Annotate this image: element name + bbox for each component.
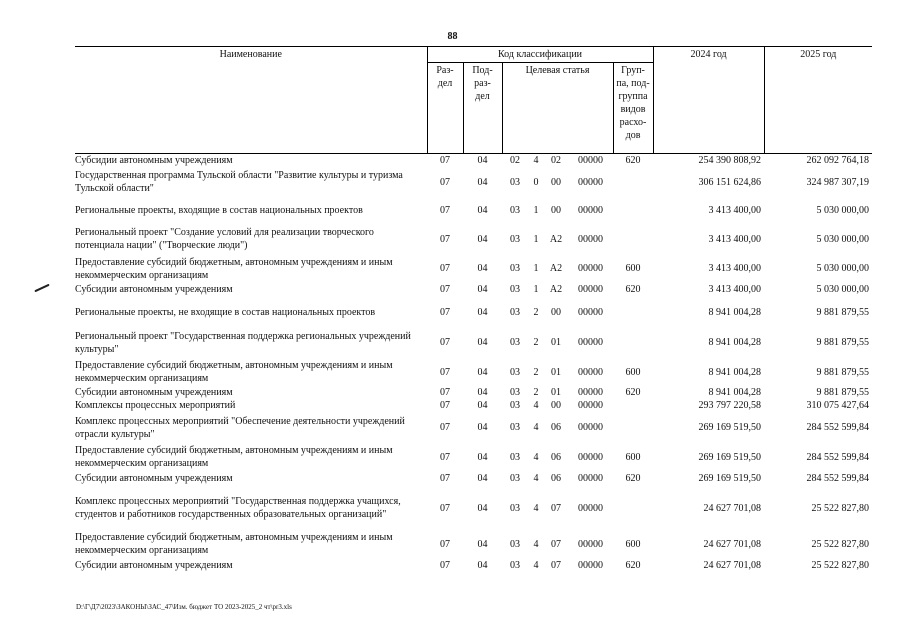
row-podrazdel: 04	[477, 284, 488, 295]
row-expense-group	[613, 412, 653, 443]
row-target-type: 4	[533, 451, 539, 463]
row-target-program: 03	[510, 284, 520, 295]
row-target-subtype: 00	[551, 204, 561, 216]
row-target-type: 1	[533, 284, 539, 295]
row-name: Комплекс процессных мероприятий "Обеспечение деятельности учреждений отрасли культуры"	[75, 415, 405, 440]
row-target-type: 1	[533, 263, 539, 274]
row-target-code: 00000	[578, 233, 603, 245]
row-target-program: 03	[510, 366, 520, 378]
row-target-subtype: A2	[549, 263, 563, 274]
row-target-subtype: 07	[551, 502, 561, 514]
row-value-2025: 9 881 879,55	[816, 366, 870, 378]
row-value-2024: 8 941 004,28	[708, 306, 762, 318]
row-expense-group	[613, 167, 653, 197]
table-row	[75, 486, 872, 530]
pen-mark	[34, 284, 49, 293]
row-value-2025: 9 881 879,55	[816, 337, 870, 348]
row-target-program: 03	[510, 502, 520, 514]
row-razdel: 07	[440, 502, 450, 514]
row-target-program: 03	[510, 204, 520, 216]
row-value-2025: 284 552 599,84	[806, 422, 870, 433]
header-razdel: Раз- дел	[427, 63, 463, 154]
row-value-2025: 310 075 427,64	[806, 400, 870, 411]
row-target-type: 1	[533, 233, 539, 245]
row-target-type: 2	[533, 366, 539, 378]
row-razdel: 07	[440, 306, 450, 318]
table-row	[75, 412, 872, 443]
row-target-subtype: 07	[551, 560, 561, 571]
table-row	[75, 167, 872, 197]
header-2024: 2024 год	[653, 47, 764, 154]
row-target-subtype: 00	[551, 306, 561, 318]
row-razdel: 07	[440, 451, 450, 463]
row-value-2025: 284 552 599,84	[806, 473, 870, 484]
row-podrazdel: 04	[477, 502, 488, 514]
row-value-2024: 3 413 400,00	[708, 284, 762, 295]
row-target-type: 4	[533, 422, 539, 433]
row-target-program: 03	[510, 422, 520, 433]
row-value-2024: 306 151 624,86	[698, 176, 762, 188]
header-classification: Код классификации	[427, 47, 653, 63]
row-expense-group: 620	[625, 560, 641, 571]
header-2025: 2025 год	[764, 47, 872, 154]
row-name: Комплексы процессных мероприятий	[75, 400, 236, 411]
row-expense-group: 600	[625, 538, 641, 550]
header-podrazdel: Под- раз- дел	[463, 63, 502, 154]
table-row	[75, 471, 872, 486]
row-expense-group	[613, 486, 653, 530]
header-target: Целевая статья	[502, 63, 613, 154]
row-value-2024: 8 941 004,28	[708, 337, 762, 348]
row-podrazdel: 04	[477, 473, 488, 484]
row-target-code: 00000	[578, 451, 603, 463]
row-name: Предоставление субсидий бюджетным, автономным учреждениям и иным некоммерческим организациям	[75, 445, 393, 469]
row-value-2025: 25 522 827,80	[811, 502, 870, 514]
row-target-code: 00000	[578, 387, 603, 398]
row-target-code: 00000	[578, 538, 603, 550]
row-target-program: 03	[510, 538, 520, 550]
row-target-code: 00000	[578, 176, 603, 188]
row-target-code: 00000	[578, 473, 603, 484]
row-value-2024: 8 941 004,28	[708, 366, 762, 378]
table-row	[75, 399, 872, 412]
row-target-code: 00000	[578, 366, 603, 378]
row-value-2025: 5 030 000,00	[816, 284, 870, 295]
row-name: Региональные проекты, не входящие в состав национальных проектов	[75, 306, 376, 318]
row-target-type: 2	[533, 337, 539, 348]
row-value-2024: 269 169 519,50	[698, 451, 762, 463]
row-name: Комплекс процессных мероприятий "Государственная поддержка учащихся, студентов и работников государственных образовательных организаций"	[75, 496, 401, 520]
row-podrazdel: 04	[477, 233, 488, 245]
row-podrazdel: 04	[477, 400, 488, 411]
row-value-2025: 25 522 827,80	[811, 538, 870, 550]
row-razdel: 07	[440, 263, 450, 274]
row-value-2024: 8 941 004,28	[708, 387, 762, 398]
row-name: Государственная программа Тульской области "Развитие культуры и туризма Тульской области"	[75, 170, 403, 194]
row-value-2025: 9 881 879,55	[816, 387, 870, 398]
row-target-program: 03	[510, 306, 520, 318]
row-target-type: 2	[533, 387, 539, 398]
row-target-subtype: 02	[551, 155, 561, 166]
row-expense-group	[613, 399, 653, 412]
row-value-2024: 293 797 220,58	[698, 400, 762, 411]
row-expense-group: 620	[625, 155, 641, 166]
row-podrazdel: 04	[477, 538, 488, 550]
row-target-program: 03	[510, 560, 520, 571]
row-name: Региональный проект "Создание условий для реализации творческого потенциала нации" ("Творческие люди")	[75, 227, 374, 251]
row-target-code: 00000	[578, 400, 603, 411]
file-path-footer: D:\Г\Д7\2023\ЗАКОНЫ\ЗАС_47\Изм. бюджет ТО 2023-2025_2 чт\pr3.xls	[76, 603, 292, 611]
row-value-2025: 9 881 879,55	[816, 306, 870, 318]
row-value-2024: 3 413 400,00	[708, 233, 762, 245]
row-target-subtype: 06	[551, 451, 561, 463]
row-value-2025: 262 092 764,18	[806, 155, 870, 166]
row-value-2024: 254 390 808,92	[698, 155, 762, 166]
row-target-subtype: 00	[551, 176, 561, 188]
row-expense-group	[613, 197, 653, 223]
row-expense-group: 620	[625, 473, 641, 484]
row-podrazdel: 04	[477, 451, 488, 463]
row-podrazdel: 04	[477, 155, 488, 166]
budget-table	[75, 46, 872, 573]
row-target-type: 4	[533, 538, 539, 550]
row-razdel: 07	[440, 176, 450, 188]
row-value-2025: 284 552 599,84	[806, 451, 870, 463]
row-podrazdel: 04	[477, 422, 488, 433]
row-expense-group: 600	[625, 263, 641, 274]
row-podrazdel: 04	[477, 387, 488, 398]
row-name: Предоставление субсидий бюджетным, автономным учреждениям и иным некоммерческим организациям	[75, 360, 393, 384]
row-target-code: 00000	[578, 284, 603, 295]
row-podrazdel: 04	[477, 560, 488, 571]
page-number: 88	[447, 31, 458, 42]
row-value-2025: 5 030 000,00	[816, 204, 870, 216]
row-target-type: 4	[533, 560, 539, 571]
row-target-program: 03	[510, 451, 520, 463]
row-target-type: 2	[533, 306, 539, 318]
row-target-type: 4	[533, 400, 539, 411]
row-target-program: 03	[510, 263, 520, 274]
row-razdel: 07	[440, 155, 450, 166]
row-expense-group: 620	[625, 387, 641, 398]
row-podrazdel: 04	[477, 176, 488, 188]
row-target-code: 00000	[578, 155, 603, 166]
row-value-2024: 269 169 519,50	[698, 473, 762, 484]
row-value-2025: 25 522 827,80	[811, 560, 870, 571]
row-value-2024: 24 627 701,08	[703, 502, 762, 514]
row-target-type: 0	[533, 176, 539, 188]
table-row	[75, 358, 872, 386]
row-target-subtype: 06	[551, 473, 561, 484]
row-value-2025: 5 030 000,00	[816, 263, 870, 274]
row-target-program: 03	[510, 337, 520, 348]
row-razdel: 07	[440, 538, 450, 550]
row-name: Субсидии автономным учреждениям	[75, 473, 233, 484]
row-razdel: 07	[440, 284, 450, 295]
row-target-code: 00000	[578, 263, 603, 274]
row-podrazdel: 04	[477, 204, 488, 216]
row-target-type: 4	[533, 473, 539, 484]
row-razdel: 07	[440, 204, 450, 216]
row-razdel: 07	[440, 337, 450, 348]
row-target-subtype: 01	[551, 337, 561, 348]
row-value-2024: 24 627 701,08	[703, 560, 762, 571]
table-row	[75, 154, 872, 168]
row-target-code: 00000	[578, 422, 603, 433]
row-target-program: 03	[510, 400, 520, 411]
table-row	[75, 297, 872, 327]
row-target-code: 00000	[578, 337, 603, 348]
row-target-program: 03	[510, 176, 520, 188]
row-value-2025: 5 030 000,00	[816, 233, 870, 245]
row-target-type: 1	[533, 204, 539, 216]
row-target-code: 00000	[578, 502, 603, 514]
row-target-type: 4	[533, 155, 539, 166]
table-row	[75, 255, 872, 282]
row-target-program: 03	[510, 387, 520, 398]
row-expense-group: 600	[625, 366, 641, 378]
row-razdel: 07	[440, 473, 450, 484]
row-expense-group	[613, 297, 653, 327]
row-razdel: 07	[440, 560, 450, 571]
table-row	[75, 223, 872, 255]
row-name: Субсидии автономным учреждениям	[75, 387, 233, 398]
row-podrazdel: 04	[477, 306, 488, 318]
table-row	[75, 197, 872, 223]
row-target-subtype: 01	[551, 387, 561, 398]
row-target-type: 4	[533, 502, 539, 514]
table-row	[75, 443, 872, 471]
row-target-code: 00000	[578, 306, 603, 318]
table-row	[75, 558, 872, 573]
row-target-subtype: A2	[549, 284, 563, 295]
row-value-2024: 3 413 400,00	[708, 204, 762, 216]
row-target-program: 03	[510, 233, 520, 245]
row-razdel: 07	[440, 400, 450, 411]
row-name: Субсидии автономным учреждениям	[75, 284, 233, 295]
row-name: Субсидии автономным учреждениям	[75, 560, 233, 571]
row-podrazdel: 04	[477, 366, 488, 378]
row-razdel: 07	[440, 422, 450, 433]
row-name: Субсидии автономным учреждениям	[75, 155, 233, 166]
row-podrazdel: 04	[477, 263, 488, 274]
row-name: Региональный проект "Государственная поддержка региональных учреждений культуры"	[75, 330, 411, 355]
row-target-program: 02	[510, 155, 520, 166]
table-row	[75, 386, 872, 399]
row-target-subtype: 06	[551, 422, 561, 433]
row-name: Предоставление субсидий бюджетным, автономным учреждениям и иным некоммерческим организациям	[75, 256, 393, 281]
row-expense-group	[613, 327, 653, 358]
row-value-2025: 324 987 307,19	[806, 176, 870, 188]
row-target-subtype: 01	[551, 366, 561, 378]
row-value-2024: 269 169 519,50	[698, 422, 762, 433]
table-row	[75, 282, 872, 297]
row-razdel: 07	[440, 366, 450, 378]
row-target-subtype: 00	[551, 400, 561, 411]
row-target-subtype: 07	[551, 538, 561, 550]
table-row	[75, 327, 872, 358]
row-podrazdel: 04	[477, 337, 488, 348]
row-value-2024: 3 413 400,00	[708, 263, 762, 274]
header-name: Наименование	[75, 47, 427, 154]
row-expense-group	[613, 223, 653, 255]
row-expense-group: 620	[625, 284, 641, 295]
row-target-subtype: A2	[549, 233, 563, 245]
table-row	[75, 530, 872, 558]
row-expense-group: 600	[625, 451, 641, 463]
row-razdel: 07	[440, 387, 450, 398]
row-target-code: 00000	[578, 204, 603, 216]
row-name: Региональные проекты, входящие в состав национальных проектов	[75, 204, 363, 216]
header-group: Груп- па, под- группа видов расхо- дов	[613, 63, 653, 154]
row-razdel: 07	[440, 233, 450, 245]
row-target-program: 03	[510, 473, 520, 484]
row-name: Предоставление субсидий бюджетным, автономным учреждениям и иным некоммерческим организациям	[75, 532, 393, 556]
row-value-2024: 24 627 701,08	[703, 538, 762, 550]
row-target-code: 00000	[578, 560, 603, 571]
